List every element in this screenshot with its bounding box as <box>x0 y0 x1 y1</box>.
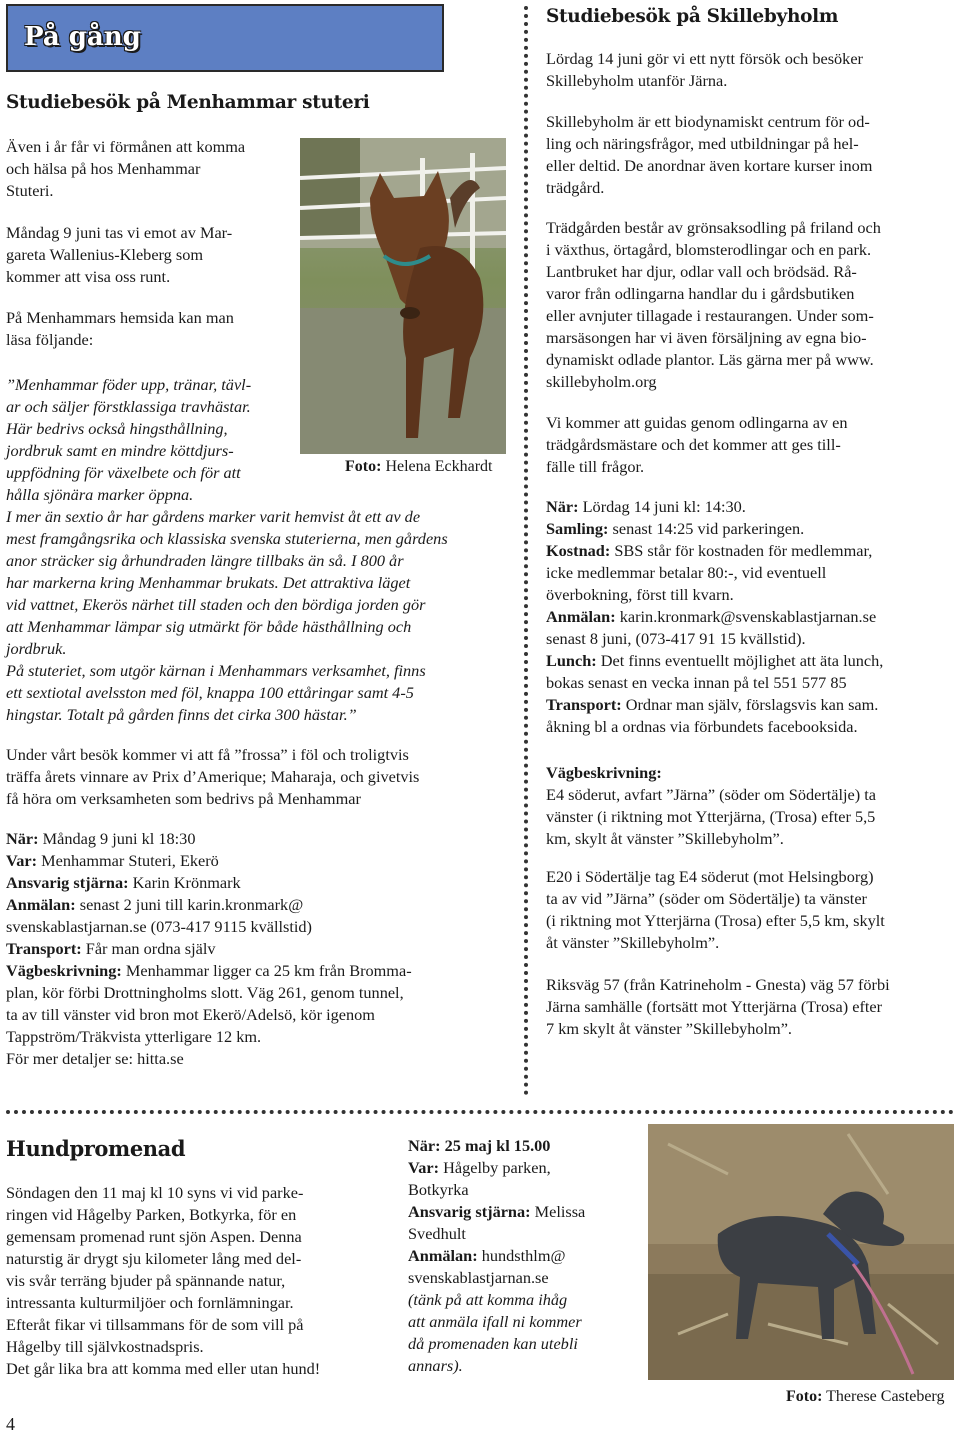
text-line: varor från odlingarna handlar du i gårdsbutiken <box>546 284 855 303</box>
text-line: (tänk på att komma ihåg <box>408 1290 568 1309</box>
info-line <box>408 1157 618 1179</box>
info-value: hundsthlm@ <box>477 1246 566 1265</box>
menhammar-intro <box>6 136 296 202</box>
text-line: Även i år får vi förmånen att komma <box>6 137 246 156</box>
text-line: gareta Wallenius-Kleberg som <box>6 245 204 264</box>
info-value: Melissa <box>530 1202 586 1221</box>
text-line: kommer att visa oss runt. <box>6 267 171 286</box>
text-line: eller avnjuter tillagade i restaurangen. Under som- <box>546 306 874 325</box>
text-line: och hälsa på hos Menhammar <box>6 159 201 178</box>
text-line: Måndag 9 juni tas vi emot av Mar- <box>6 223 233 242</box>
hundpromenad-info <box>408 1135 618 1377</box>
skillebyholm-p3 <box>546 217 956 393</box>
route-title: Vägbeskrivning: <box>546 763 662 782</box>
route-3 <box>546 974 956 1040</box>
text-line: Efteråt fikar vi tillsammans för de som vill på <box>6 1315 304 1334</box>
article-title-menhammar: Studiebesök på Menhammar stuteri <box>6 92 370 113</box>
info-value: Hågelby parken, <box>439 1158 551 1177</box>
text-line: Under vårt besök kommer vi att få ”frossa” i föl och troligtvis <box>6 745 409 764</box>
info-line <box>6 982 518 1004</box>
info-line <box>6 828 518 850</box>
text-line: uppfödning för växelbete och för att <box>6 463 241 482</box>
info-value: Karin Krönmark <box>128 873 241 892</box>
text-line: vänster (i riktning mot Ytterjärna, (Trosa) efter 5,5 <box>546 807 876 826</box>
menhammar-info <box>6 828 518 1070</box>
text-line: jordbruk samt en mindre köttdjurs- <box>6 441 234 460</box>
dog-image-icon <box>648 1124 954 1380</box>
text-line: hingstar. Totalt på gården finns det cirka 300 hästar.” <box>6 705 357 724</box>
text-line: åt vänster ”Skillebyholm”. <box>546 933 720 952</box>
info-value: Lördag 14 juni kl: 14:30. <box>578 497 746 516</box>
text-line: Trädgården består av grönsaksodling på friland och <box>546 218 881 237</box>
info-line <box>546 650 956 672</box>
text-line: Järna samhälle (fortsätt mot Ytterjärna (Trosa) efter <box>546 997 883 1016</box>
info-line <box>546 694 956 716</box>
skillebyholm-p1 <box>546 48 956 92</box>
text-line: Skillebyholm är ett biodynamiskt centrum för od- <box>546 112 870 131</box>
text-line: träffa årets vinnare av Prix d’Amerique; Maharaja, och givetvis <box>6 767 420 786</box>
info-line <box>6 872 518 894</box>
text-line: i växthus, örtagård, blomsterodlingar och en park. <box>546 240 872 259</box>
info-value: överbokning, först till kvarn. <box>546 585 734 604</box>
text-line: mest framgångsrika och klassiska svenska stuterierna, men gårdens <box>6 529 448 548</box>
info-value: bokas senast en vecka innan på tel 551 577 85 <box>546 673 847 692</box>
text-line: ”Menhammar föder upp, tränar, tävl- <box>6 375 252 394</box>
text-line: skillebyholm.org <box>546 372 657 391</box>
text-line: har markerna kring Menhammar brukats. Det attraktiva läget <box>6 573 411 592</box>
text-line: ta av vid ”Järna” (söder om Södertälje) ta vänster <box>546 889 867 908</box>
text-line: Riksväg 57 (från Katrineholm - Gnesta) väg 57 förbi <box>546 975 890 994</box>
text-line: anor sträcker sig århundraden längre tillbaks än så. I 800 år <box>6 551 404 570</box>
info-line <box>546 716 956 738</box>
text-line: fälle till frågor. <box>546 457 645 476</box>
route-1 <box>546 784 956 850</box>
text-line: På Menhammars hemsida kan man <box>6 308 234 327</box>
page-number: 4 <box>6 1414 15 1432</box>
text-line: jordbruk. <box>6 639 67 658</box>
menhammar-paragraph-2 <box>6 222 296 288</box>
info-value: Tappström/Träkvista ytterligare 12 km. <box>6 1027 262 1046</box>
text-line: ringen vid Hågelby Parken, Botkyrka, för en <box>6 1205 297 1224</box>
route-2 <box>546 866 956 954</box>
info-value: Det finns eventuellt möjlighet att äta lunch, <box>596 651 884 670</box>
info-value: senast 2 juni till karin.kronmark@ <box>75 895 304 914</box>
info-label: Anmälan: <box>408 1246 478 1265</box>
info-value: SBS står för kostnaden för medlemmar, <box>610 541 873 560</box>
info-label: Kostnad: <box>546 541 611 560</box>
text-line: marsäsongen har vi även försäljning av egna bio- <box>546 328 867 347</box>
info-line <box>6 850 518 872</box>
info-value: Måndag 9 juni kl 18:30 <box>38 829 196 848</box>
text-line: eller deltid. De anordnar även kortare kurser inom <box>546 156 873 175</box>
menhammar-quote-long <box>6 506 518 726</box>
info-line <box>546 562 956 584</box>
text-line: Här bedrivs också hingsthållning, <box>6 419 228 438</box>
text-line: ar och säljer förstklassiga travhästar. <box>6 397 251 416</box>
info-label: Transport: <box>546 695 622 714</box>
info-line <box>408 1179 618 1201</box>
info-label: När: <box>6 829 39 848</box>
info-label: Anmälan: <box>546 607 616 626</box>
foal-image-icon <box>300 138 506 454</box>
text-line: På stuteriet, som utgör kärnan i Menhammars verksamhet, finns <box>6 661 426 680</box>
info-line <box>6 1048 518 1070</box>
column-divider <box>524 6 528 1096</box>
text-line: ling och näringsfrågor, med utbildningar på hel- <box>546 134 859 153</box>
text-line: Lördag 14 juni gör vi ett nytt försök och besöker <box>546 49 863 68</box>
text-line: Lantbruket har djur, odlar vall och brödsäd. Rå- <box>546 262 857 281</box>
text-line: hålla sjönära marker öppna. <box>6 485 194 504</box>
info-line <box>6 894 518 916</box>
info-value: Ordnar man själv, förslagsvis kan sam. <box>621 695 879 714</box>
info-value: svenskablastjarnan.se <box>408 1268 549 1287</box>
article-title-skillebyholm: Studiebesök på Skillebyholm <box>546 6 839 27</box>
caption-name: Therese Casteberg <box>822 1388 945 1405</box>
skillebyholm-p4 <box>546 412 956 478</box>
info-value: För mer detaljer se: hitta.se <box>6 1049 184 1068</box>
text-line: Stuteri. <box>6 181 54 200</box>
info-line <box>546 540 956 562</box>
info-line <box>546 628 956 650</box>
caption-name: Helena Eckhardt <box>381 458 493 475</box>
info-value: senast 8 juni, (073-417 91 15 kvällstid). <box>546 629 806 648</box>
caption-label: Foto: <box>786 1388 823 1405</box>
info-line <box>408 1135 618 1157</box>
info-label: Ansvarig stjärna: <box>6 873 129 892</box>
info-line <box>546 518 956 540</box>
text-line: då promenaden kan utebli <box>408 1334 578 1353</box>
info-label: Anmälan: <box>6 895 76 914</box>
text-line: få höra om verksamheten som bedrivs på Menhammar <box>6 789 361 808</box>
text-line: läsa följande: <box>6 330 94 349</box>
menhammar-quote-short <box>6 374 306 506</box>
caption-label: Foto: <box>345 458 382 475</box>
info-value: plan, kör förbi Drottningholms slott. Väg 261, genom tunnel, <box>6 983 404 1002</box>
text-line: vid vattnet, Ekerös närhet till staden och den bördiga jorden gör <box>6 595 426 614</box>
info-line <box>6 960 518 982</box>
text-line: annars). <box>408 1356 463 1375</box>
info-line <box>6 938 518 960</box>
info-value: Botkyrka <box>408 1180 469 1199</box>
text-line: E20 i Södertälje tag E4 söderut (mot Helsingborg) <box>546 867 874 886</box>
info-line <box>408 1267 618 1289</box>
info-line <box>6 1004 518 1026</box>
text-line: 7 km skylt åt vänster ”Skillebyholm”. <box>546 1019 792 1038</box>
info-line <box>546 672 956 694</box>
info-label: Transport: <box>6 939 82 958</box>
text-line: I mer än sextio år har gårdens marker varit hemvist åt ett av de <box>6 507 421 526</box>
info-value: Menhammar Stuteri, Ekerö <box>37 851 219 870</box>
section-divider <box>6 1110 954 1114</box>
info-label: Vägbeskrivning: <box>6 961 122 980</box>
banner-title: På gång <box>24 22 141 52</box>
skillebyholm-p2 <box>546 111 956 199</box>
info-value: karin.kronmark@svenskablastjarnan.se <box>615 607 877 626</box>
text-line: Vi kommer att guidas genom odlingarna av en <box>546 413 848 432</box>
info-value: senast 14:25 vid parkeringen. <box>608 519 805 538</box>
info-value: Får man ordna själv <box>81 939 216 958</box>
info-label: Samling: <box>546 519 609 538</box>
info-line <box>408 1245 618 1267</box>
text-line: Hågelby till självkostnadspris. <box>6 1337 204 1356</box>
info-line <box>546 496 956 518</box>
info-label: Ansvarig stjärna: <box>408 1202 531 1221</box>
skillebyholm-info <box>546 496 956 738</box>
info-line <box>6 916 518 938</box>
menhammar-visit <box>6 744 518 810</box>
info-value: svenskablastjarnan.se (073-417 9115 kvällstid) <box>6 917 312 936</box>
info-label: När: <box>546 497 579 516</box>
text-line: ett sextiotal avelsston med föl, knappa 100 ettåringar samt 4-5 <box>6 683 414 702</box>
info-value: åkning bl a ordnas via förbundets facebooksida. <box>546 717 858 736</box>
horse-photo <box>300 138 506 454</box>
text-line: (i riktning mot Ytterjärna (Trosa) efter 5,5 km, skylt <box>546 911 885 930</box>
info-label: Var: <box>408 1158 440 1177</box>
text-line: Söndagen den 11 maj kl 10 syns vi vid parke- <box>6 1183 304 1202</box>
text-line: Skillebyholm utanför Järna. <box>546 71 728 90</box>
text-line: gemensam promenad runt sjön Aspen. Denna <box>6 1227 302 1246</box>
text-line: km, skylt åt vänster ”Skillebyholm”. <box>546 829 784 848</box>
info-line <box>546 584 956 606</box>
info-label: Lunch: <box>546 651 597 670</box>
info-value: ta av till vänster vid bron mot Ekerö/Adelsö, kör igenom <box>6 1005 375 1024</box>
text-line: Det går lika bra att komma med eller utan hund! <box>6 1359 321 1378</box>
info-label: Var: <box>6 851 38 870</box>
info-value: Menhammar ligger ca 25 km från Bromma- <box>121 961 412 980</box>
text-line: att anmäla ifall ni kommer <box>408 1312 582 1331</box>
menhammar-paragraph-3 <box>6 307 296 351</box>
hundpromenad-note <box>408 1289 618 1377</box>
dog-photo <box>648 1124 954 1380</box>
info-line <box>6 1026 518 1048</box>
text-line: trädgårdsmästare och det kommer att ges till- <box>546 435 841 454</box>
info-line <box>546 606 956 628</box>
hundpromenad-body <box>6 1182 401 1380</box>
text-line: trädgård. <box>546 178 605 197</box>
info-line <box>408 1223 618 1245</box>
info-value: icke medlemmar betalar 80:-, vid eventuell <box>546 563 827 582</box>
info-value: Svedhult <box>408 1224 466 1243</box>
text-line: E4 söderut, avfart ”Järna” (söder om Södertälje) ta <box>546 785 877 804</box>
text-line: intressanta kulturmiljöer och fornlämningar. <box>6 1293 294 1312</box>
horse-photo-caption <box>345 458 493 476</box>
text-line: dynamiskt odlade plantor. Läs gärna mer på www. <box>546 350 874 369</box>
info-line <box>408 1201 618 1223</box>
text-line: naturstig är drygt sju kilometer lång med del- <box>6 1249 302 1268</box>
text-line: vis svår terräng bjuder på spännande natur, <box>6 1271 286 1290</box>
article-title-hundpromenad: Hundpromenad <box>6 1136 186 1161</box>
info-label: När: 25 maj kl 15.00 <box>408 1136 551 1155</box>
dog-photo-caption <box>786 1388 944 1406</box>
text-line: att Menhammar lämpar sig utmärkt för både hästhållning och <box>6 617 412 636</box>
